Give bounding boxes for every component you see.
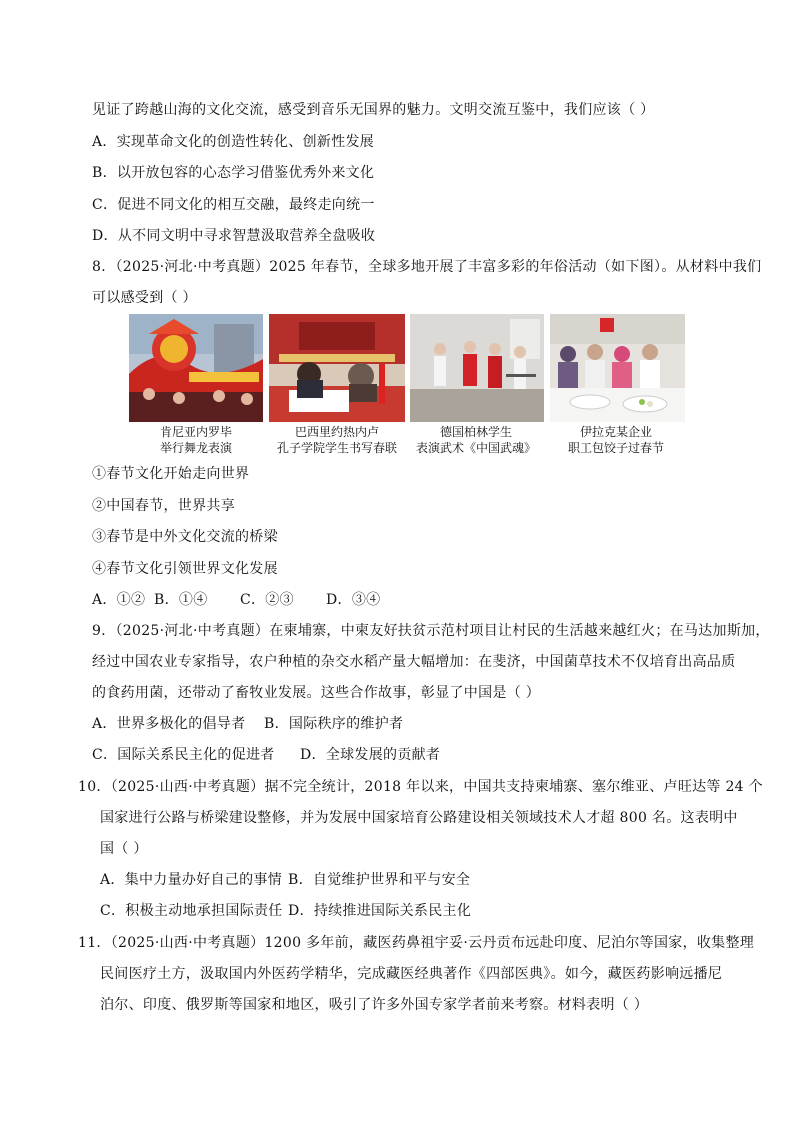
q9-options-row2 <box>92 745 440 765</box>
q8-photo2-caption-line1: 巴西里约热内卢 <box>294 425 379 439</box>
q10-stem-line3: 国（ ） <box>100 841 148 857</box>
q9-option-d: D．全球发展的贡献者 <box>300 747 441 763</box>
q9-stem-line3: 的食药用菌，还带动了畜牧业发展。这些合作故事，彰显了中国是（ ） <box>92 685 541 701</box>
q8-option-d: D．③④ <box>326 592 381 608</box>
photo-spring-couplets <box>269 314 405 422</box>
q8-statement-4: ④春节文化引领世界文化发展 <box>92 561 278 577</box>
q7-option-b: B．以开放包容的心态学习借鉴优秀外来文化 <box>92 165 375 181</box>
q8-option-a: A．①② <box>92 592 146 608</box>
q8-statement-2: ②中国春节，世界共享 <box>92 498 235 514</box>
q10-option-d: D．持续推进国际关系民主化 <box>288 903 472 919</box>
q8-options-row <box>92 590 380 610</box>
q11-stem-line3: 泊尔、印度、俄罗斯等国家和地区，吸引了许多外国专家学者前来考察。材料表明（ ） <box>100 997 649 1013</box>
q7-option-d: D．从不同文明中寻求智慧汲取营养全盘吸收 <box>92 228 376 244</box>
q10-stem-line1: 10．（2025·山西·中考真题）据不完全统计，2018 年以来，中国共支持柬埔寨、塞尔维亚、卢旺达等 24 个 <box>78 779 763 795</box>
q9-option-b: B．国际秩序的维护者 <box>264 716 404 732</box>
q11-stem-line2: 民间医疗土方，汲取国内外医药学精华，完成藏医经典著作《四部医典》。如今，藏医药影响远播尼 <box>100 966 723 982</box>
q7-option-c: C．促进不同文化的相互交融，最终走向统一 <box>92 197 375 213</box>
q8-stem-line1: 8．（2025·河北·中考真题）2025 年春节，全球多地开展了丰富多彩的年俗活动（如下图）。从材料中我们 <box>92 259 762 275</box>
q8-photo1-caption-line1: 肯尼亚内罗毕 <box>159 425 232 439</box>
q10-option-b: B．自觉维护世界和平与安全 <box>288 872 471 888</box>
q8-statement-1: ①春节文化开始走向世界 <box>92 466 250 482</box>
q8-option-b: B．①④ <box>154 592 208 608</box>
q8-stem-line2: 可以感受到（ ） <box>92 290 197 306</box>
q8-photo-strip <box>129 314 685 422</box>
q8-photo2-caption-line2: 孔子学院学生书写春联 <box>276 441 397 455</box>
q9-options-row1 <box>92 714 403 734</box>
photo-dumplings <box>550 314 685 422</box>
q8-photo3-caption-line1: 德国柏林学生 <box>439 425 512 439</box>
q10-options-row1 <box>100 870 470 890</box>
q9-option-c: C．国际关系民主化的促进者 <box>92 747 275 763</box>
q8-photo4-caption-line2: 职工包饺子过春节 <box>567 441 664 455</box>
q10-option-a: A．集中力量办好自己的事情 <box>100 872 283 888</box>
photo-martial-arts <box>410 314 544 422</box>
q8-photo3-caption-line2: 表演武术《中国武魂》 <box>415 441 536 455</box>
q8-photo1-caption-line2: 举行舞龙表演 <box>159 441 232 455</box>
q9-stem-line1: 9．（2025·河北·中考真题）在柬埔寨，中柬友好扶贫示范村项目让村民的生活越来越红火；在马达加斯加， <box>92 623 770 639</box>
q11-stem-line1: 11．（2025·山西·中考真题）1200 多年前，藏医药鼻祖宇妥·云丹贡布远赴印度、尼泊尔等国家，收集整理 <box>78 935 755 951</box>
q7-stem: 见证了跨越山海的文化交流，感受到音乐无国界的魅力。文明交流互鉴中，我们应该（ ） <box>92 102 655 118</box>
q9-option-a: A．世界多极化的倡导者 <box>92 716 246 732</box>
photo-dragon-dance <box>129 314 263 422</box>
q9-stem-line2: 经过中国农业专家指导，农户种植的杂交水稻产量大幅增加：在斐济，中国菌草技术不仅培育出高品质 <box>92 654 736 670</box>
q8-statement-3: ③春节是中外文化交流的桥梁 <box>92 529 278 545</box>
q10-stem-line2: 国家进行公路与桥梁建设整修，并为发展中国家培育公路建设相关领域技术人才超 800 名。这表明中 <box>100 810 738 826</box>
q10-option-c: C．积极主动地承担国际责任 <box>100 903 283 919</box>
q10-options-row2 <box>100 901 471 921</box>
q8-option-c: C．②③ <box>240 592 294 608</box>
q7-option-a: A．实现革命文化的创造性转化、创新性发展 <box>92 134 375 150</box>
q8-photo4-caption-line1: 伊拉克某企业 <box>579 425 652 439</box>
